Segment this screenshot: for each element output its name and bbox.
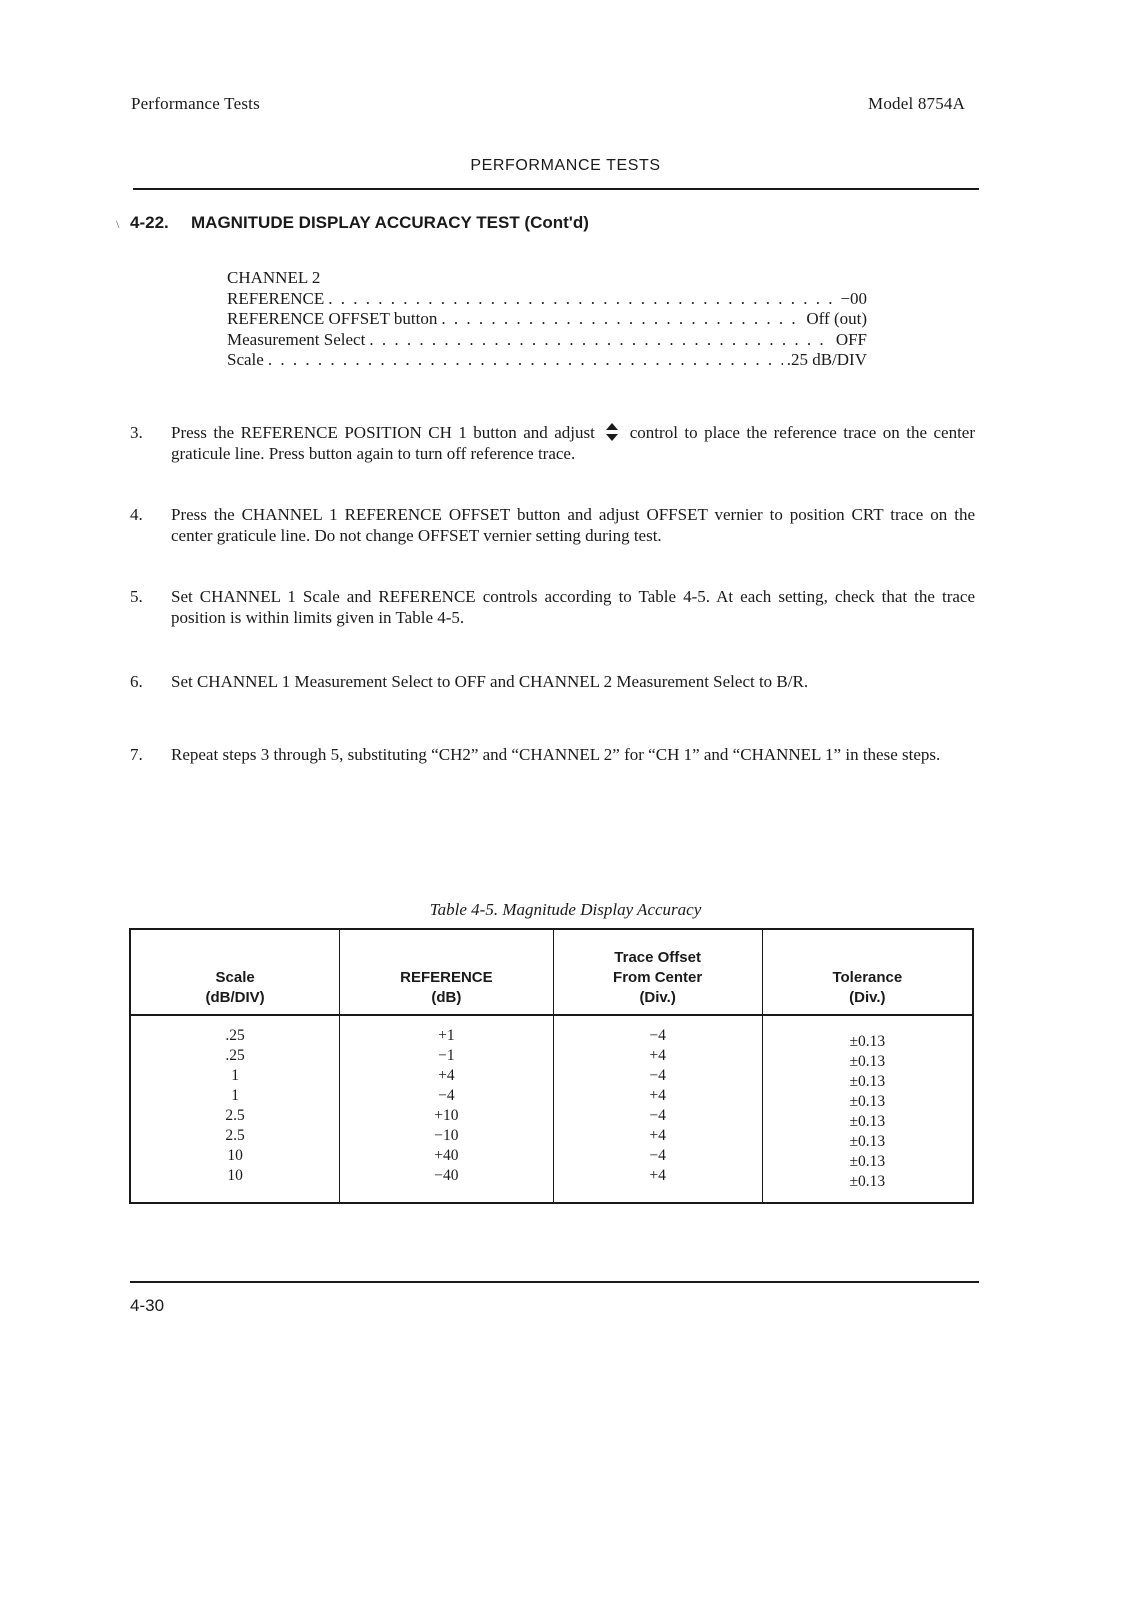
step-text xyxy=(171,422,975,464)
table-cell: +4 xyxy=(438,1067,455,1084)
table-cell: −4 xyxy=(649,1027,666,1044)
table-cell: ±0.13 xyxy=(849,1133,886,1150)
table-cell: +10 xyxy=(434,1107,459,1124)
column-header-reference: REFERENCE (dB) xyxy=(340,929,553,1015)
table-cell: +4 xyxy=(649,1127,666,1144)
table-cell: ±0.13 xyxy=(849,1173,886,1190)
trace-offset-column xyxy=(553,1015,762,1203)
step-text: Repeat steps 3 through 5, substituting “CH2” and “CHANNEL 2” for “CH 1” and “CHANNEL 1” in these steps. xyxy=(171,745,941,764)
column-header-trace-offset: Trace Offset From Center (Div.) xyxy=(553,929,762,1015)
table-cell: 10 xyxy=(227,1167,243,1184)
settings-row xyxy=(227,309,867,330)
step-number: 7. xyxy=(130,745,143,764)
table-cell: −10 xyxy=(434,1127,459,1144)
page-number: 4-30 xyxy=(130,1296,165,1315)
table-cell: ±0.13 xyxy=(849,1073,886,1090)
table-cell: +4 xyxy=(649,1167,666,1184)
step-text-part: control to place the reference trace on the center graticule line. Press button again to turn off reference trace. xyxy=(171,423,976,463)
leader-dots xyxy=(441,309,802,330)
table-caption: Table 4-5. Magnitude Display Accuracy xyxy=(429,900,702,919)
settings-value: Off (out) xyxy=(806,309,867,328)
reference-column xyxy=(340,1015,553,1203)
step-text: Set CHANNEL 1 Measurement Select to OFF and CHANNEL 2 Measurement Select to B/R. xyxy=(171,672,809,691)
step-item xyxy=(130,744,980,788)
table-cell: +4 xyxy=(649,1047,666,1064)
settings-label: Scale xyxy=(227,350,264,369)
table-cell: ±0.13 xyxy=(849,1033,886,1050)
scale-column xyxy=(130,1015,340,1203)
section-title: PERFORMANCE TESTS xyxy=(470,157,661,174)
step-number: 6. xyxy=(130,672,143,691)
table-body-row xyxy=(130,1015,973,1203)
channel-settings-list xyxy=(227,268,867,371)
table-cell: 2.5 xyxy=(225,1127,245,1144)
table-cell: ±0.13 xyxy=(849,1153,886,1170)
margin-mark: \ xyxy=(116,217,120,231)
column-header-scale: Scale (dB/DIV) xyxy=(130,929,340,1015)
table-cell: −4 xyxy=(649,1067,666,1084)
running-header-right: Model 8754A xyxy=(868,94,966,113)
header-rule xyxy=(133,188,979,190)
settings-value: −00 xyxy=(840,288,867,308)
table-cell: ±0.13 xyxy=(849,1093,886,1110)
table-cell: 10 xyxy=(227,1147,243,1164)
table-cell: 1 xyxy=(231,1087,239,1104)
leader-dots xyxy=(328,289,836,310)
settings-label: Measurement Select xyxy=(227,329,366,349)
footer-rule xyxy=(130,1281,979,1283)
settings-value: .25 dB/DIV xyxy=(786,350,867,369)
step-item xyxy=(130,671,980,693)
table-cell: .25 xyxy=(225,1027,245,1044)
section-heading: MAGNITUDE DISPLAY ACCURACY TEST (Cont'd) xyxy=(191,213,589,232)
table-header-row xyxy=(130,929,973,1015)
table-cell: −40 xyxy=(434,1167,459,1184)
table-cell: −4 xyxy=(649,1147,666,1164)
table-cell: .25 xyxy=(225,1047,245,1064)
table-cell: +40 xyxy=(434,1147,459,1164)
magnitude-accuracy-table xyxy=(129,928,974,1204)
table-cell: +1 xyxy=(438,1027,455,1044)
table-cell: −4 xyxy=(438,1087,455,1104)
section-number: 4-22. xyxy=(130,213,169,232)
settings-row xyxy=(227,330,867,351)
table-cell: −4 xyxy=(649,1107,666,1124)
settings-label: CHANNEL 2 xyxy=(227,268,321,287)
step-text: Set CHANNEL 1 Scale and REFERENCE controls according to Table 4-5. At each setting, check that the trace position is within limits given in Table 4-5. xyxy=(171,587,975,627)
step-text-part: Press the REFERENCE POSITION CH 1 button and adjust xyxy=(171,423,595,442)
step-item xyxy=(130,504,980,548)
leader-dots xyxy=(369,330,832,351)
up-down-arrow-icon xyxy=(605,422,619,442)
step-item xyxy=(130,586,980,630)
settings-row xyxy=(227,289,867,310)
step-number: 4. xyxy=(130,505,143,524)
step-text: Press the CHANNEL 1 REFERENCE OFFSET button and adjust OFFSET vernier to position CRT trace on the center graticule line. Do not change OFFSET vernier setting during test. xyxy=(171,505,975,545)
settings-label: REFERENCE OFFSET button xyxy=(227,309,438,328)
step-number: 5. xyxy=(130,587,143,606)
table-cell: +4 xyxy=(649,1087,666,1104)
running-header-left: Performance Tests xyxy=(131,94,260,113)
settings-label: REFERENCE xyxy=(227,288,325,308)
table-cell: 1 xyxy=(231,1067,239,1084)
settings-row xyxy=(227,350,867,371)
settings-row xyxy=(227,268,867,289)
step-number: 3. xyxy=(130,423,143,442)
table-cell: ±0.13 xyxy=(849,1113,886,1130)
table-cell: −1 xyxy=(438,1047,455,1064)
column-header-tolerance: Tolerance (Div.) xyxy=(762,929,973,1015)
tolerance-column xyxy=(762,1015,973,1203)
settings-value: OFF xyxy=(835,329,867,349)
table-cell: ±0.13 xyxy=(849,1053,886,1070)
leader-dots xyxy=(268,350,783,371)
table-cell: 2.5 xyxy=(225,1107,245,1124)
step-item xyxy=(130,422,980,466)
